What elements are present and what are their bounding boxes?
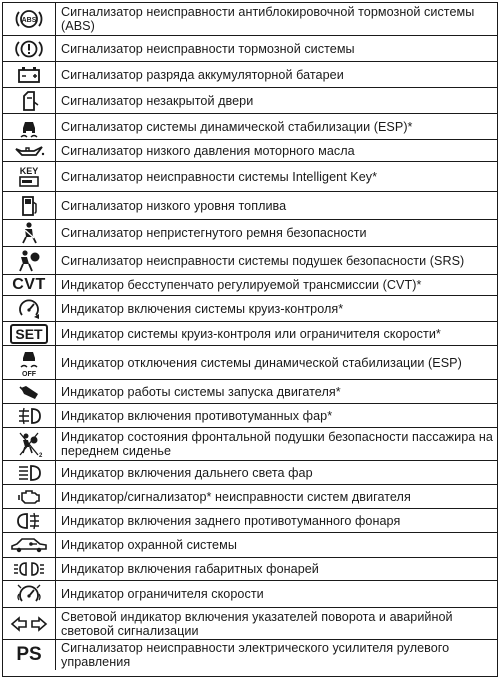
seat-belt-icon [14,221,44,245]
svg-text:OFF: OFF [22,370,36,378]
table-row [3,608,497,640]
row-description: Сигнализатор незакрытой двери [61,93,254,108]
icon-cell [3,275,56,295]
table-row [3,428,497,461]
door-open-icon [14,90,44,112]
icon-cell [3,162,56,191]
icon-cell [3,36,56,61]
icon-cell [3,558,56,580]
table-row [3,461,497,485]
row-description: Сигнализатор неисправности тормозной системы [61,41,355,56]
row-description: Сигнализатор системы динамической стабилизации (ESP)* [61,119,413,134]
icon-cell [3,247,56,274]
fuel-level-icon [14,194,44,218]
table-row [3,533,497,558]
row-description: Индикатор включения системы круиз-контроля* [61,301,344,316]
icon-cell [3,428,56,460]
icon-cell [3,533,56,557]
intelligent-key-icon [14,164,44,190]
table-row [3,509,497,533]
esp-icon [14,116,44,138]
turn-signals-icon [9,614,49,634]
icon-cell [3,461,56,484]
abs-warning-icon [14,6,44,32]
cruise-control-icon [14,298,44,320]
cvt-icon: CVT [12,276,46,293]
table-row [3,275,497,296]
power-steering-icon: PS [16,644,42,665]
high-beam-icon [14,463,44,483]
row-description: Индикатор отключения системы динамической стабилизации (ESP) [61,355,462,370]
speed-limiter-icon [14,582,44,606]
row-description: Сигнализатор неисправности антиблокировочной тормозной системы (ABS) [61,5,475,33]
row-description: Индикатор работы системы запуска двигателя* [61,384,341,399]
row-description: Сигнализатор неисправности электрического усилителя рулевого управления [61,641,450,669]
row-description: Индикатор включения габаритных фонарей [61,562,319,576]
table-row [3,36,497,62]
icon-cell [3,62,56,87]
row-description: Индикатор бесступенчато регулируемой трансмиссии (CVT)* [61,278,422,292]
table-row [3,558,497,581]
icon-cell [3,509,56,532]
table-row [3,114,497,140]
icon-cell [3,380,56,403]
icon-cell [3,581,56,607]
security-car-icon [9,535,49,555]
table-row [3,162,497,192]
table-row [3,640,497,670]
table-row [3,380,497,404]
parking-lights-icon [12,560,46,578]
brake-system-icon [14,38,44,60]
icon-cell [3,3,56,35]
icon-cell [3,296,56,321]
icon-cell [3,608,56,639]
icon-cell [3,220,56,246]
table-row [3,581,497,608]
rear-fog-icon [14,511,44,531]
set-icon: SET [10,324,47,344]
airbag-icon [14,249,44,273]
table-row [3,220,497,247]
row-description: Сигнализатор неисправности системы подушек безопасности (SRS) [61,253,465,268]
table-row [3,296,497,322]
table-row [3,346,497,380]
table-row [3,404,497,428]
row-description: Индикатор системы круиз-контроля или ограничителя скорости* [61,326,441,341]
battery-icon [14,64,44,86]
icon-cell [3,485,56,508]
table-row [3,247,497,275]
table-row [3,192,497,220]
row-description: Сигнализатор неисправности системы Intelligent Key* [61,169,378,184]
table-row [3,485,497,509]
row-description: Индикатор включения противотуманных фар* [61,408,333,423]
table-row [3,88,497,114]
row-description: Индикатор состояния фронтальной подушки безопасности пассажира на переднем сиденье [61,430,493,458]
row-description: Индикатор/сигнализатор* неисправности систем двигателя [61,489,411,504]
icon-cell [3,192,56,219]
row-description: Сигнализатор непристегнутого ремня безопасности [61,226,367,240]
row-description: Сигнализатор низкого уровня топлива [61,198,287,213]
check-engine-icon [14,487,44,507]
row-description: Сигнализатор низкого давления моторного масла [61,143,355,158]
icon-cell [3,404,56,427]
passenger-airbag-off-icon [14,430,44,458]
row-description: Сигнализатор разряда аккумуляторной батареи [61,67,344,82]
front-fog-icon [14,406,44,426]
row-description: Индикатор включения дальнего света фар [61,465,313,480]
row-description: Индикатор охранной системы [61,538,237,552]
row-description: Индикатор ограничителя скорости [61,587,264,601]
indicator-table [2,2,498,677]
engine-start-icon [14,382,44,402]
row-description: Световой индикатор включения указателей поворота и аварийной световой сигнализации [61,609,453,638]
table-row [3,322,497,346]
icon-cell [3,114,56,139]
icon-cell [3,640,56,670]
icon-cell [3,346,56,379]
table-row [3,3,497,36]
svg-text:2: 2 [39,453,43,458]
row-description: Индикатор включения заднего противотуманного фонаря [61,513,401,528]
esp-off-icon [14,348,44,378]
table-row [3,62,497,88]
icon-cell [3,322,56,345]
svg-text:KEY: KEY [19,165,39,176]
svg-text:ABS: ABS [21,17,37,24]
oil-pressure-icon [12,142,46,160]
icon-cell [3,88,56,113]
icon-cell [3,140,56,161]
table-row [3,140,497,162]
